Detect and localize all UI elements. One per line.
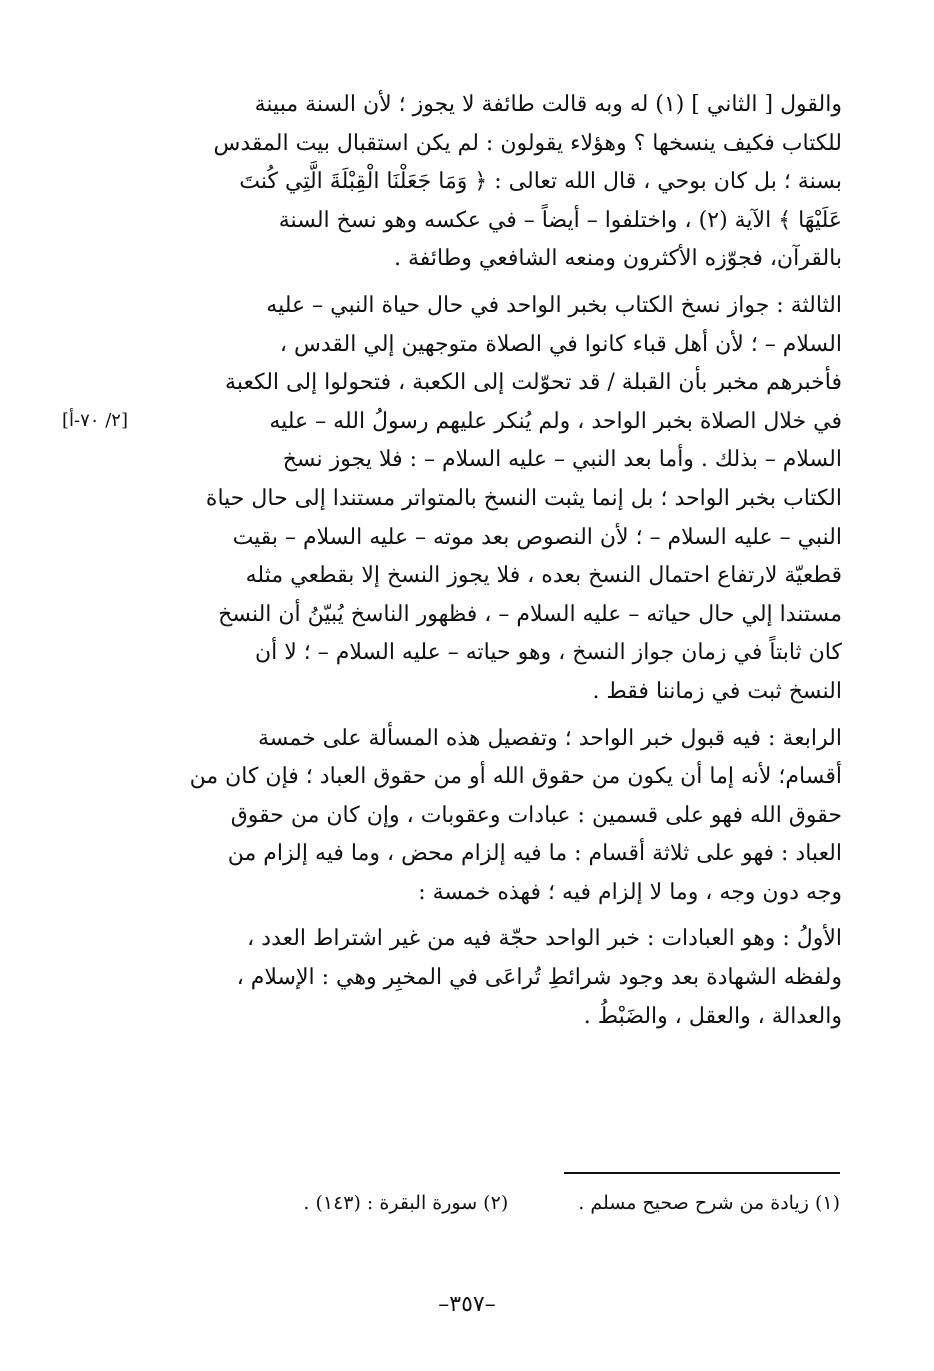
paragraph-2 <box>160 287 842 712</box>
main-text <box>160 86 842 1036</box>
text-line: مستندا إلي حال حياته – عليه السلام – ، فظهور الناسخ يُبيّنُ أن النسخ <box>218 601 842 627</box>
text-line: للكتاب فكيف ينسخها ؟ وهؤلاء يقولون : لم يكن استقبال بيت المقدس <box>213 130 842 156</box>
text-line: السلام – بذلك . وأما بعد النبي – عليه السلام – : فلا يجوز نسخ <box>282 447 842 473</box>
text-line: والعدالة ، والعقل ، والضَبْطُ . <box>583 1003 842 1029</box>
footnote-2: (٢) سورة البقرة : (١٤٣) . <box>303 1192 509 1214</box>
footnote-1: (١) زيادة من شرح صحيح مسلم . <box>578 1192 840 1214</box>
text-line: أقسام؛ لأنه إما أن يكون من حقوق الله أو من حقوق العباد ؛ فإن كان من <box>189 764 842 790</box>
paragraph-1 <box>160 86 842 279</box>
text-line: الأولُ : وهو العبادات : خبر الواحد حجّة فيه من غير اشتراط العدد ، <box>247 926 842 952</box>
paragraph-3 <box>160 720 842 913</box>
footnotes <box>200 1192 840 1214</box>
manuscript-folio-marker: [٢/ ٧٠-أ] <box>62 410 128 431</box>
text-line: بسنة ؛ بل كان بوحي ، قال الله تعالى : ﴿ وَمَا جَعَلْنَا الْقِبْلَةَ الَّتِي كُنتَ <box>239 169 842 195</box>
text-line: قطعيّة لارتفاع احتمال النسخ بعده ، فلا يجوز النسخ إلا بقطعي مثله <box>245 563 842 589</box>
text-line: النبي – عليه السلام – ؛ لأن النصوص بعد موته – عليه السلام – بقيت <box>232 524 842 550</box>
text-line: بالقرآن، فجوّزه الأكثرون ومنعه الشافعي وطائفة . <box>394 246 842 272</box>
footnote-separator <box>564 1172 840 1174</box>
text-line: كان ثابتاً في زمان جواز النسخ ، وهو حياته – عليه السلام – ؛ لا أن <box>254 640 842 666</box>
text-line: عَلَيْهَا ﴾ الآية (٢) ، واختلفوا – أيضاً – في عكسه وهو نسخ السنة <box>278 207 842 233</box>
text-line: العباد : فهو على ثلاثة أقسام : ما فيه إلزام محض ، وما فيه إلزام من <box>227 841 842 867</box>
text-line: حقوق الله فهو على قسمين : عبادات وعقوبات ، وإن كان من حقوق <box>230 802 842 828</box>
text-line: وجه دون وجه ، وما لا إلزام فيه ؛ فهذه خمسة : <box>418 879 842 905</box>
text-line: السلام – ؛ لأن أهل قباء كانوا في الصلاة متوجهين إلي القدس ، <box>279 331 842 357</box>
text-line: فأخبرهم مخبر بأن القبلة / قد تحوّلت إلى الكعبة ، فتحولوا إلى الكعبة <box>225 370 842 396</box>
text-line: الثالثة : جواز نسخ الكتاب بخبر الواحد في حال حياة النبي – عليه <box>266 292 842 318</box>
text-line: الكتاب بخبر الواحد ؛ بل إنما يثبت النسخ بالمتواتر مستندا إلى حال حياة <box>205 485 842 511</box>
text-line: في خلال الصلاة بخبر الواحد ، ولم يُنكر عليهم رسولُ الله – عليه <box>269 408 842 434</box>
text-line: النسخ ثبت في زماننا فقط . <box>592 678 842 704</box>
paragraph-4 <box>160 920 842 1036</box>
text-line: ولفظه الشهادة بعد وجود شرائطِ تُراعَى في المخبِر وهي : الإسلام ، <box>236 965 842 991</box>
text-line: والقول [ الثاني ] (١) له وبه قالت طائفة لا يجوز ؛ لأن السنة مبينة <box>254 92 842 117</box>
text-line: الرابعة : فيه قبول خبر الواحد ؛ وتفصيل هذه المسألة على خمسة <box>258 725 842 751</box>
page-number: –٣٥٧– <box>438 1292 496 1317</box>
